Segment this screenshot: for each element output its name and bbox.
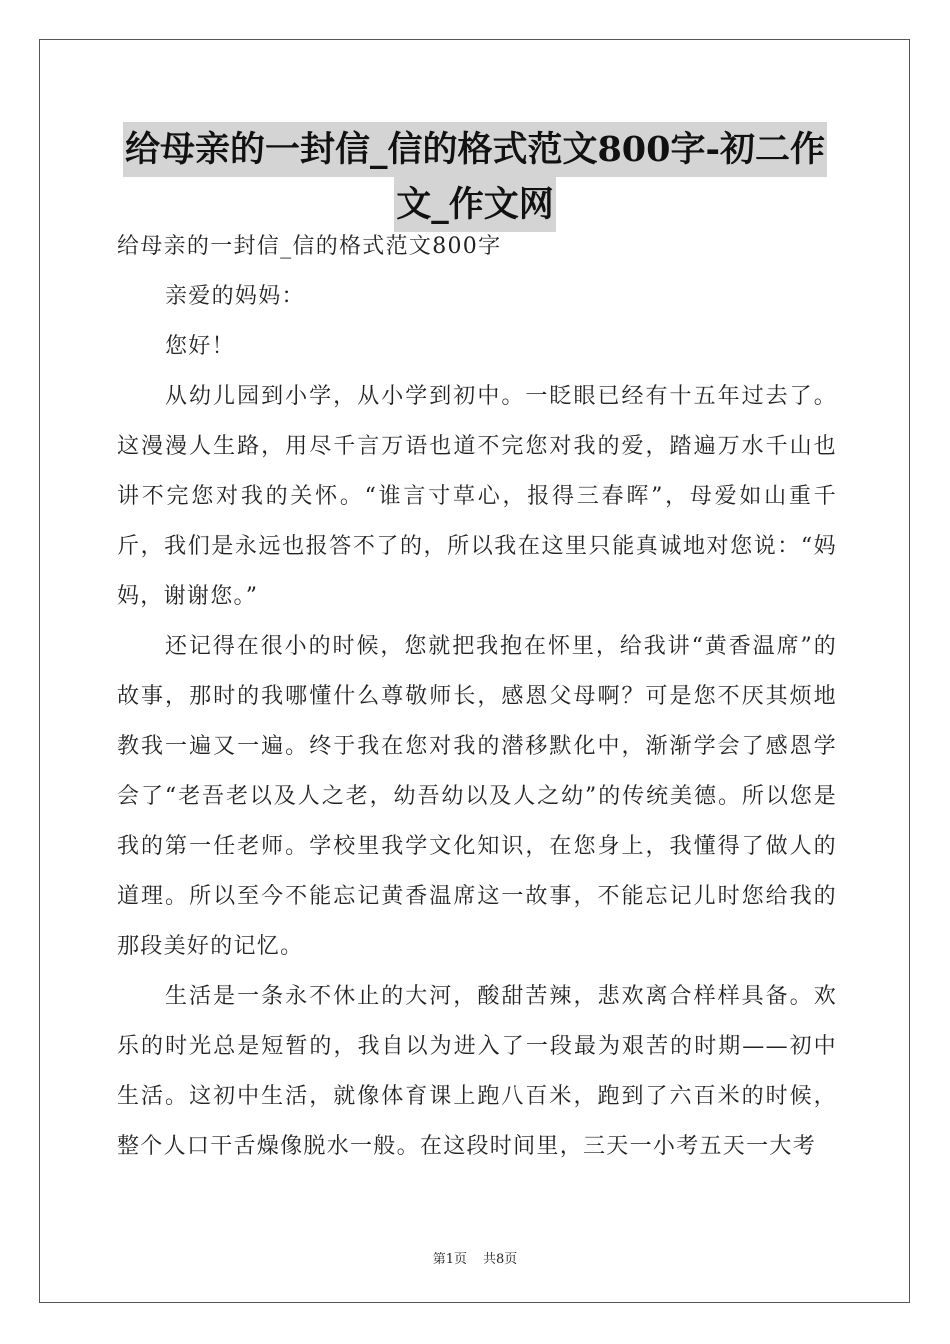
page-footer (0, 1248, 950, 1267)
letter-salutation: 亲爱的妈妈： (165, 284, 305, 309)
title-line-1: 给母亲的一封信_信的格式范文800字-初二作 (123, 122, 827, 177)
page-total: 共8页 (483, 1252, 518, 1267)
document-title (100, 122, 850, 232)
page-number: 第1页 (432, 1252, 467, 1267)
body-paragraph-1: 从幼儿园到小学，从小学到初中。一眨眼已经有十五年过去了。这漫漫人生路，用尽千言万语也道不完您对我的爱，踏遍万水千山也讲不完您对我的关怀。“谁言寸草心，报得三春晖”，母爱如山重千斤，我们是永远也报答不了的，所以我在这里只能真诚地对您说：“妈妈，谢谢您。” (117, 384, 837, 609)
body-paragraph-2: 还记得在很小的时候，您就把我抱在怀里，给我讲“黄香温席”的故事，那时的我哪懂什么尊敬师长，感恩父母啊？可是您不厌其烦地教我一遍又一遍。终于我在您对我的潜移默化中，渐渐学会了感恩学会了“老吾老以及人之老，幼吾幼以及人之幼”的传统美德。所以您是我的第一任老师。学校里我学文化知识，在您身上，我懂得了做人的道理。所以至今不能忘记黄香温席这一故事，不能忘记儿时您给我的那段美好的记忆。 (117, 634, 837, 959)
body-paragraph-3: 生活是一条永不休止的大河，酸甜苦辣，悲欢离合样样具备。欢乐的时光总是短暂的，我自以为进入了一段最为艰苦的时期——初中生活。这初中生活，就像体育课上跑八百米，跑到了六百米的时候，整个人口干舌燥像脱水一般。在这段时间里，三天一小考五天一大考 (117, 984, 837, 1159)
document-body (117, 222, 837, 1172)
title-line-2: 文_作文网 (394, 177, 556, 232)
letter-greeting: 您好！ (165, 334, 235, 359)
document-subtitle: 给母亲的一封信_信的格式范文800字 (117, 234, 502, 259)
